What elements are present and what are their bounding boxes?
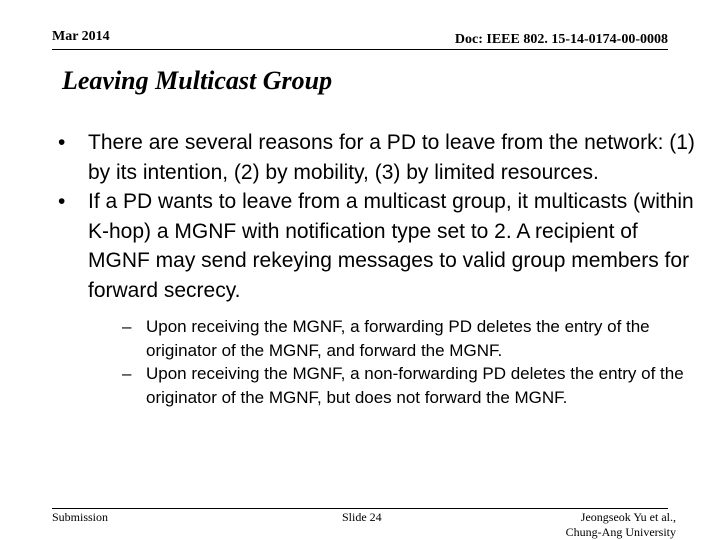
sub-bullet-text: Upon receiving the MGNF, a non-forwarding PD deletes the entry of the originator of the MGNF, but does not forward the MGNF. [146,364,684,407]
sub-bullet-list [56,315,696,409]
sub-bullet-item [120,315,686,362]
footer-submission: Submission [52,510,109,524]
slide-content [56,128,696,409]
bullet-item [56,187,696,305]
bullet-marker: • [58,131,66,154]
sub-bullet-item [120,362,686,409]
sub-bullet-text: Upon receiving the MGNF, a forwarding PD deletes the entry of the originator of the MGNF, and forward the MGNF. [146,317,650,360]
bullet-text: If a PD wants to leave from a multicast group, it multicasts (within K-hop) a MGNF with notification type set to 2. A recipient of MGNF may send rekeying messages to valid group members for forward secrecy. [88,190,694,302]
footer-affiliation: Chung-Ang University [565,525,676,539]
sub-bullet-marker: – [122,364,132,383]
footer-slide-number: Slide 24 [342,510,382,524]
footer-author-line: Jeongseok Yu et al., [580,510,676,524]
bullet-item [56,128,696,187]
footer-author [566,510,676,540]
header-doc-id: Doc: IEEE 802. 15-14-0174-00-0008 [454,32,668,47]
sub-bullet-marker: – [122,317,132,336]
header-divider [52,49,668,50]
bullet-text: There are several reasons for a PD to leave from the network: (1) by its intention, (2) by mobility, (3) by limited resources. [88,131,695,184]
footer-divider [52,508,668,509]
bullet-marker: • [58,190,66,213]
header-date: Mar 2014 [52,29,110,44]
slide-title: Leaving Multicast Group [62,66,333,95]
